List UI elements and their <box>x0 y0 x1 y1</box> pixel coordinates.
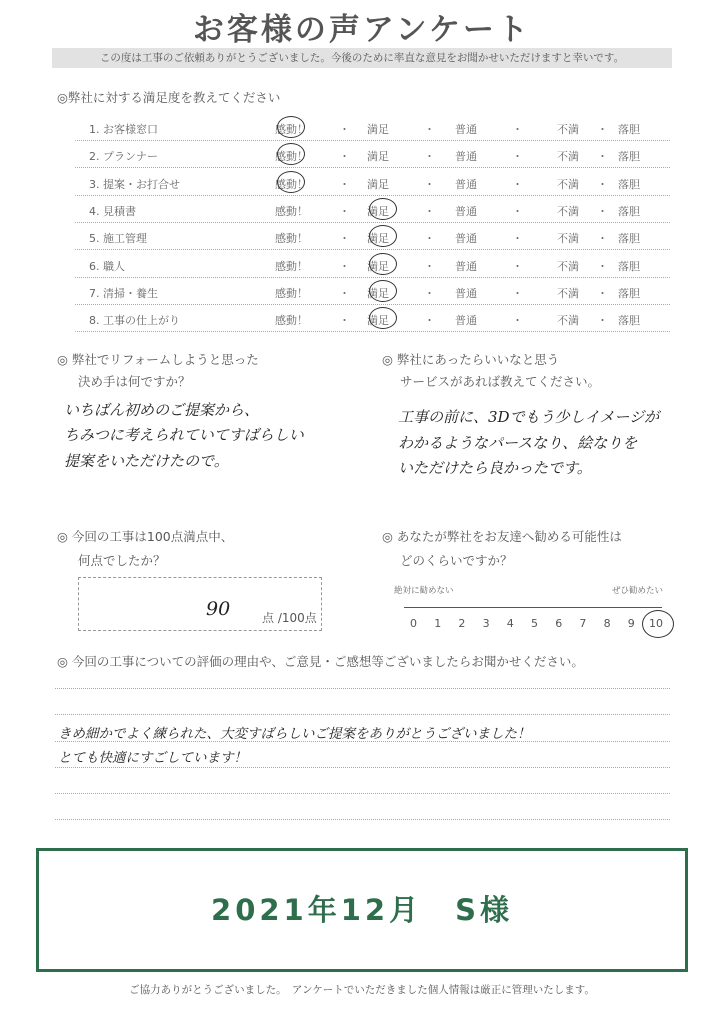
score-question-line1: ◎ 今回の工事は100点満点中、 <box>57 529 234 544</box>
separator-dot: ・ <box>512 232 523 246</box>
rating-row <box>75 253 670 278</box>
recommend-question-line2: どのくらいですか？ <box>400 553 513 568</box>
rating-option[interactable]: 感動！ <box>275 204 308 218</box>
selection-circle <box>277 116 305 138</box>
rating-option[interactable]: 不満 <box>557 177 579 191</box>
recommend-scale-number[interactable]: 7 <box>579 617 587 630</box>
comment-line <box>55 688 670 689</box>
rating-option[interactable]: 感動！ <box>275 123 308 136</box>
rating-row <box>75 143 670 168</box>
separator-dot: ・ <box>597 286 608 300</box>
separator-dot: ・ <box>339 204 350 218</box>
decision-answer-line2: ちみつに考えられていてすばらしい <box>64 426 304 444</box>
rating-row-label: 6. 職人 <box>89 259 125 273</box>
separator-dot: ・ <box>424 204 435 218</box>
rating-option[interactable]: 不満 <box>557 259 579 273</box>
recommend-low-label: 絶対に勧めない <box>394 586 454 596</box>
footer-note: ご協力ありがとうございました。 アンケートでいただきました個人情報は厳正に管理いたします。 <box>129 984 595 996</box>
recommend-scale-number[interactable]: 8 <box>603 617 611 630</box>
separator-dot: ・ <box>424 123 435 136</box>
rating-option[interactable]: 普通 <box>455 123 477 136</box>
separator-dot: ・ <box>597 259 608 273</box>
separator-dot: ・ <box>339 232 350 246</box>
selection-circle <box>277 171 305 193</box>
recommend-scale-number[interactable]: 3 <box>482 617 490 630</box>
separator-dot: ・ <box>339 177 350 191</box>
comment-line <box>55 767 670 768</box>
recommend-scale-number[interactable]: 0 <box>410 617 417 630</box>
recommend-scale-number[interactable]: 1 <box>434 617 442 630</box>
separator-dot: ・ <box>597 232 608 246</box>
rating-row-label: 8. 工事の仕上がり <box>89 314 180 328</box>
decision-answer-line3: 提案をいただけたので。 <box>64 452 229 470</box>
service-answer-line1: 工事の前に、3Dでもう少しイメージが <box>398 408 660 426</box>
service-answer-line2: わかるようなパースなり、絵なりを <box>398 434 638 452</box>
selection-circle <box>369 280 397 302</box>
rating-row-label: 4. 見積書 <box>89 204 136 218</box>
score-question-line2: 何点でしたか？ <box>78 553 166 568</box>
rating-row <box>75 225 670 250</box>
rating-option[interactable]: 不満 <box>557 150 579 164</box>
selection-circle <box>369 253 397 275</box>
service-answer-line3: いただけたら良かったです。 <box>398 459 592 477</box>
rating-row <box>75 280 670 305</box>
recommend-question-line1: ◎ あなたが弊社をお友達へ勧める可能性は <box>382 529 622 544</box>
recommend-high-label: ぜひ勧めたい <box>612 586 664 596</box>
service-question-line2: サービスがあれば教えてください。 <box>400 374 601 389</box>
comments-heading: ◎ 今回の工事についての評価の理由や、ご意見・ご感想等ございましたらお聞かせください。 <box>57 654 584 669</box>
satisfaction-heading: ◎弊社に対する満足度を教えてください <box>57 90 281 105</box>
recommend-scale-number[interactable]: 4 <box>506 617 514 630</box>
rating-option[interactable]: 感動！ <box>275 286 308 300</box>
selection-circle <box>369 307 397 329</box>
recommend-scale-number[interactable]: 6 <box>555 617 563 630</box>
rating-row-label: 1. お客様窓口 <box>89 123 158 136</box>
rating-row <box>75 171 670 196</box>
separator-dot: ・ <box>597 314 608 328</box>
rating-option[interactable]: 感動！ <box>275 232 308 246</box>
rating-option[interactable]: 不満 <box>557 123 579 136</box>
rating-option[interactable]: 普通 <box>455 150 477 164</box>
rating-option[interactable]: 不満 <box>557 286 579 300</box>
separator-dot: ・ <box>339 150 350 164</box>
rating-option[interactable]: 落胆 <box>618 259 640 273</box>
rating-option[interactable]: 感動！ <box>275 259 308 273</box>
service-question-line1: ◎ 弊社にあったらいいなと思う <box>382 352 560 367</box>
rating-option[interactable]: 満足 <box>367 177 389 191</box>
rating-row-label: 2. プランナー <box>89 150 158 164</box>
rating-row-label: 3. 提案・お打合せ <box>89 177 180 191</box>
rating-option[interactable]: 満足 <box>367 286 389 300</box>
separator-dot: ・ <box>597 177 608 191</box>
rating-option[interactable]: 不満 <box>557 314 579 328</box>
recommend-scale-line <box>404 607 662 608</box>
recommend-scale-number[interactable]: 2 <box>458 617 466 630</box>
decision-question-line2: 決め手は何ですか？ <box>78 374 191 389</box>
comment-line <box>55 714 670 715</box>
comment-line <box>55 793 670 794</box>
separator-dot: ・ <box>512 123 523 136</box>
rating-option[interactable]: 満足 <box>367 314 389 328</box>
rating-option[interactable]: 感動！ <box>275 177 308 191</box>
comment-answer-line1: きめ細かでよく練られた、大変すばらしいご提案をありがとうございました！ <box>58 726 531 742</box>
separator-dot: ・ <box>512 204 523 218</box>
rating-option[interactable]: 満足 <box>367 232 389 246</box>
rating-option[interactable]: 落胆 <box>618 123 640 136</box>
rating-option[interactable]: 満足 <box>367 259 389 273</box>
rating-option[interactable]: 不満 <box>557 232 579 246</box>
rating-option[interactable]: 落胆 <box>618 150 640 164</box>
separator-dot: ・ <box>512 286 523 300</box>
rating-option[interactable]: 落胆 <box>618 204 640 218</box>
recommend-selection-circle <box>642 610 674 638</box>
rating-option[interactable]: 落胆 <box>618 232 640 246</box>
rating-option[interactable]: 落胆 <box>618 286 640 300</box>
rating-row-label: 5. 施工管理 <box>89 232 147 246</box>
separator-dot: ・ <box>424 259 435 273</box>
separator-dot: ・ <box>512 150 523 164</box>
recommend-scale-number[interactable]: 9 <box>627 617 635 630</box>
selection-circle <box>369 198 397 220</box>
recommend-scale-number[interactable]: 5 <box>531 617 538 630</box>
rating-option[interactable]: 満足 <box>367 150 389 164</box>
separator-dot: ・ <box>339 314 350 328</box>
separator-dot: ・ <box>339 259 350 273</box>
rating-option[interactable]: 落胆 <box>618 177 640 191</box>
selection-circle <box>369 225 397 247</box>
separator-dot: ・ <box>597 123 608 136</box>
separator-dot: ・ <box>424 314 435 328</box>
decision-question-line1: ◎ 弊社でリフォームしようと思った <box>57 352 259 367</box>
rating-option[interactable]: 普通 <box>455 259 477 273</box>
rating-row <box>75 307 670 332</box>
score-unit: 点 /100点 <box>262 611 317 625</box>
comment-answer-line2: とても快適にすごしています！ <box>58 750 247 766</box>
rating-option[interactable]: 満足 <box>367 204 389 218</box>
rating-option[interactable]: 感動！ <box>275 314 308 328</box>
rating-option[interactable]: 普通 <box>455 314 477 328</box>
page-title: お客様の声アンケート <box>192 12 532 48</box>
separator-dot: ・ <box>512 177 523 191</box>
separator-dot: ・ <box>424 150 435 164</box>
rating-option[interactable]: 普通 <box>455 286 477 300</box>
separator-dot: ・ <box>597 204 608 218</box>
rating-row <box>75 198 670 223</box>
rating-option[interactable]: 普通 <box>455 232 477 246</box>
comment-line <box>55 819 670 820</box>
separator-dot: ・ <box>512 314 523 328</box>
separator-dot: ・ <box>424 177 435 191</box>
rating-option[interactable]: 感動！ <box>275 150 308 164</box>
score-answer: 90 <box>206 598 231 620</box>
separator-dot: ・ <box>512 259 523 273</box>
separator-dot: ・ <box>597 150 608 164</box>
rating-option[interactable]: 落胆 <box>618 314 640 328</box>
separator-dot: ・ <box>339 123 350 136</box>
decision-answer-line1: いちばん初めのご提案から、 <box>64 401 260 419</box>
customer-date-name: 2021年12月 S様 <box>211 893 513 927</box>
rating-option[interactable]: 普通 <box>455 204 477 218</box>
separator-dot: ・ <box>339 286 350 300</box>
separator-dot: ・ <box>424 286 435 300</box>
rating-option[interactable]: 普通 <box>455 177 477 191</box>
recommend-scale-number[interactable]: 10 <box>649 617 663 630</box>
rating-row-label: 7. 清掃・養生 <box>89 286 158 300</box>
separator-dot: ・ <box>424 232 435 246</box>
rating-row <box>75 116 670 141</box>
rating-option[interactable]: 不満 <box>557 204 579 218</box>
rating-option[interactable]: 満足 <box>367 123 389 136</box>
thanks-banner: この度は工事のご依頼ありがとうございました。今後のために率直な意見をお聞かせいただけますと幸いです。 <box>52 48 672 68</box>
